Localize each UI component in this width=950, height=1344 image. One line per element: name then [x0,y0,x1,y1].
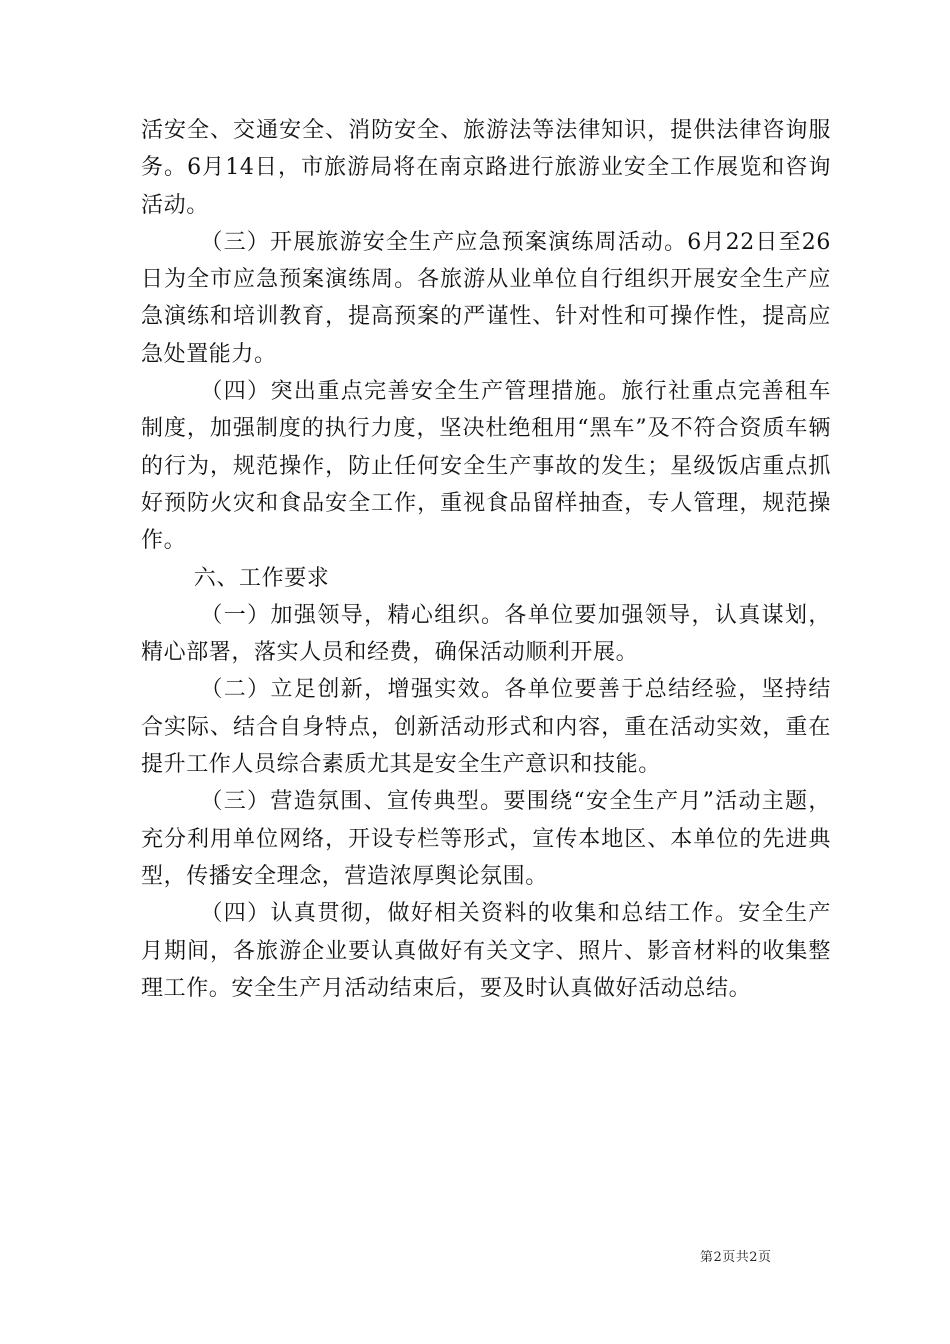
paragraph-continued-legal-services: 活安全、交通安全、消防安全、旅游法等法律知识，提供法律咨询服务。6月14日，市旅游局将在南京路进行旅游业安全工作展览和咨询活动。 [141,118,831,218]
paragraph-publicity-models: （三）营造氛围、宣传典型。要围绕“安全生产月”活动主题，充分利用单位网络，开设专栏等形式，宣传本地区、本单位的先进典型，传播安全理念，营造浓厚舆论氛围。 [141,789,831,889]
paragraph-leadership-organization: （一）加强领导，精心组织。各单位要加强领导，认真谋划，精心部署，落实人员和经费，确保活动顺利开展。 [141,602,831,666]
document-body [141,112,831,1007]
paragraph-emergency-drill-week: （三）开展旅游安全生产应急预案演练周活动。6月22日至26日为全市应急预案演练周。各旅游从业单位自行组织开展安全生产应急演练和培训教育，提高预案的严谨性、针对性和可操作性，提高应急处置能力。 [141,229,831,367]
section-heading-work-requirements: 六、工作要求 [193,565,330,591]
paragraph-materials-summary: （四）认真贯彻，做好相关资料的收集和总结工作。安全生产月期间，各旅游企业要认真做好有关文字、照片、影音材料的收集整理工作。安全生产月活动结束后，要及时认真做好活动总结。 [141,901,831,1001]
paragraph-innovation-effectiveness: （二）立足创新，增强实效。各单位要善于总结经验，坚持结合实际、结合自身特点，创新活动形式和内容，重在活动实效，重在提升工作人员综合素质尤其是安全生产意识和技能。 [141,677,831,778]
page-number-footer: 第2页共2页 [700,1250,772,1265]
paragraph-management-measures: （四）突出重点完善安全生产管理措施。旅行社重点完善租车制度，加强制度的执行力度，坚决杜绝租用“黑车”及不符合资质车辆的行为，规范操作，防止任何安全生产事故的发生；星级饭店重点抓好预防火灾和食品安全工作，重视食品留样抽查，专人管理，规范操作。 [141,379,831,554]
